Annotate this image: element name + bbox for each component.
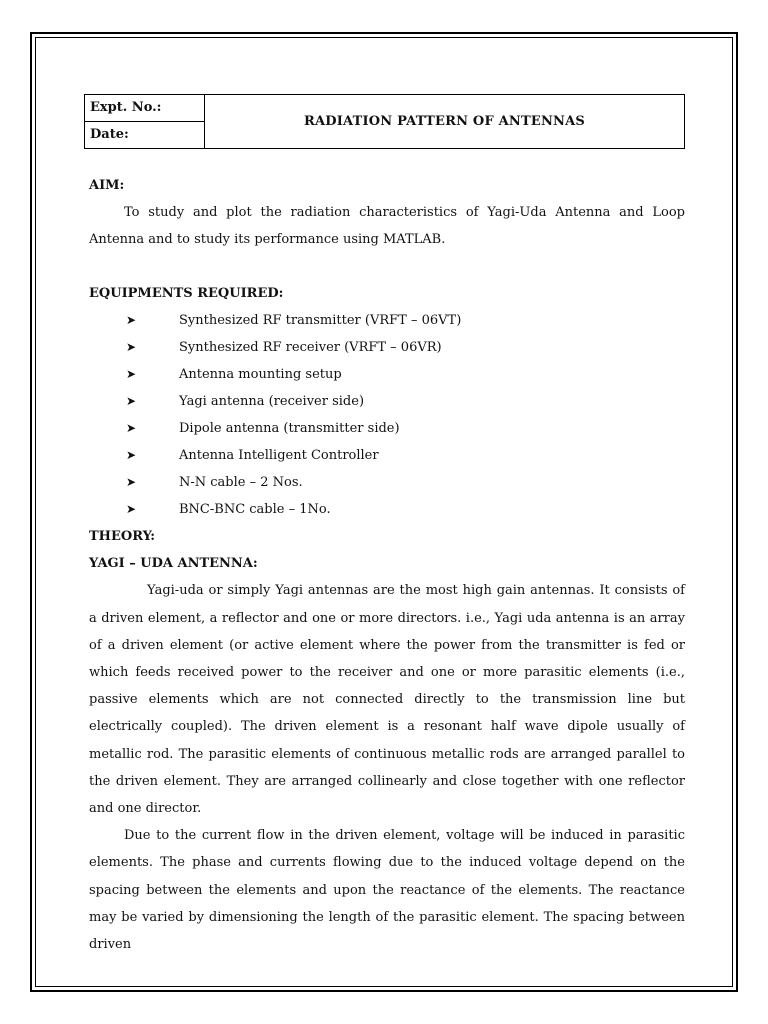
experiment-header-table [84,94,685,149]
document-body [89,172,685,958]
list-item: ➤ BNC-BNC cable – 1No. [89,496,685,523]
theory-heading: THEORY: [89,529,156,545]
arrow-bullet-icon: ➤ [126,367,137,382]
list-item: ➤ Synthesized RF transmitter (VRFT – 06VT) [89,307,685,334]
experiment-title: RADIATION PATTERN OF ANTENNAS [304,114,585,129]
aim-heading: AIM: [89,178,125,193]
theory-paragraph-1: Yagi-uda or simply Yagi antennas are the most high gain antennas. It consists of a driven element, a reflector and one or more directors. i.e., Yagi uda antenna is an array of a driven element (or active element where the power from the transmitter is fed or which feeds received power to the receiver and one or more parasitic elements (i.e., passive elements which are not connected directly to the transmission line but electrically coupled). The driven element is a resonant half wave dipole usually of metallic rod. The parasitic elements of continuous metallic rods are arranged parallel to the driven element. They are arranged collinearly and close together with one reflector and one director. [89,583,685,817]
aim-text: To study and plot the radiation characteristics of Yagi-Uda Antenna and Loop Antenna and to study its performance using MATLAB. [89,205,685,248]
yagi-uda-heading: YAGI – UDA ANTENNA: [89,556,258,572]
list-item: ➤ Antenna Intelligent Controller [89,442,685,469]
expt-no-label: Expt. No.: [85,95,204,122]
list-item: ➤ N-N cable – 2 Nos. [89,469,685,496]
arrow-bullet-icon: ➤ [126,313,137,328]
list-item: ➤ Yagi antenna (receiver side) [89,388,685,415]
arrow-bullet-icon: ➤ [126,340,137,355]
equipment-list [89,307,685,523]
arrow-bullet-icon: ➤ [126,502,137,517]
arrow-bullet-icon: ➤ [126,394,137,409]
list-item: ➤ Synthesized RF receiver (VRFT – 06VR) [89,334,685,361]
list-item: ➤ Dipole antenna (transmitter side) [89,415,685,442]
theory-paragraph-2: Due to the current flow in the driven element, voltage will be induced in parasitic elements. The phase and currents flowing due to the induced voltage depend on the spacing between the elements and upon the reactance of the elements. The reactance may be varied by dimensioning the length of the parasitic element. The spacing between driven [89,828,685,953]
list-item: ➤ Antenna mounting setup [89,361,685,388]
date-label: Date: [90,127,129,142]
arrow-bullet-icon: ➤ [126,421,137,436]
arrow-bullet-icon: ➤ [126,448,137,463]
arrow-bullet-icon: ➤ [126,475,137,490]
equipments-heading: EQUIPMENTS REQUIRED: [89,286,284,302]
